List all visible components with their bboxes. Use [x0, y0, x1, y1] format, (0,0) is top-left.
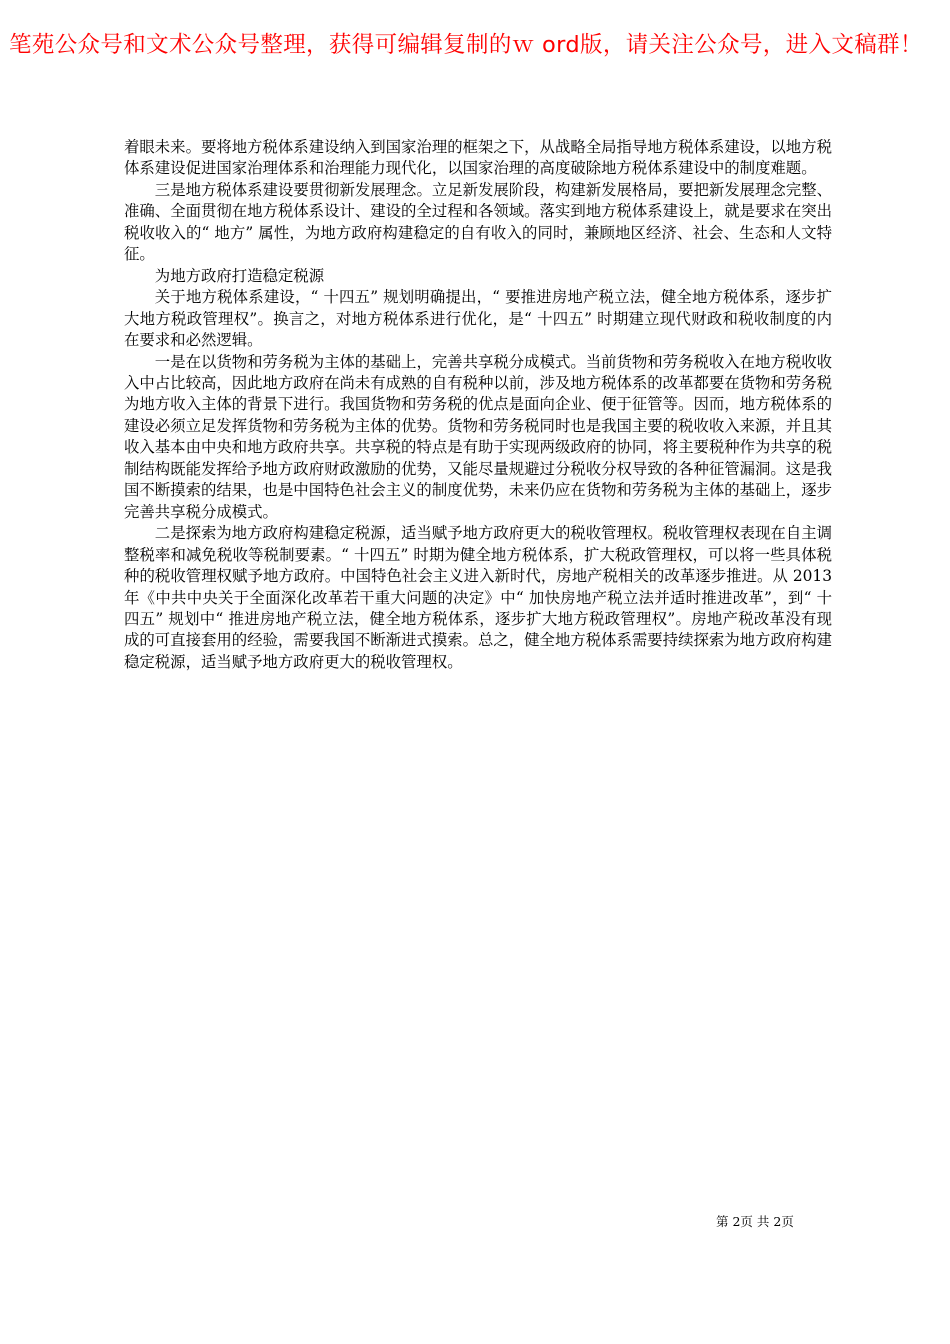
- paragraph: 着眼未来。要将地方税体系建设纳入到国家治理的框架之下，从战略全局指导地方税体系建设，以地方税体系建设促进国家治理体系和治理能力现代化，以国家治理的高度破除地方税体系建设中的制度难题。: [124, 138, 832, 178]
- paragraph: 三是地方税体系建设要贯彻新发展理念。立足新发展阶段，构建新发展格局，要把新发展理念完整、准确、全面贯彻在地方税体系设计、建设的全过程和各领域。落实到地方税体系建设上，就是要求在突出税收收入的“ 地方” 属性，为地方政府构建稳定的自有收入的同时，兼顾地区经济、社会、生态和人文特征。: [124, 180, 832, 264]
- paragraph: 二是探索为地方政府构建稳定税源，适当赋予地方政府更大的税收管理权。税收管理权表现在自主调整税率和减免税收等税制要素。“ 十四五” 时期为健全地方税体系，扩大税政管理权，可以将一些具体税种的税收管理权赋予地方政府。中国特色社会主义进入新时代，房地产税相关的改革逐步推进。从 2013 年《中共中央关于全面深化改革若干重大问题的决定》中“ 加快房地产税立法并适时推进改革”，到“ 十四五” 规划中“ 推进房地产税立法，健全地方税体系，逐步扩大地方税政管理权”。房地产税改革没有现成的可直接套用的经验，需要我国不断渐进式摸索。总之，健全地方税体系需要持续探索为地方政府构建稳定税源，适当赋予地方政府更大的税收管理权。: [124, 524, 832, 671]
- paragraph: 关于地方税体系建设，“ 十四五” 规划明确提出，“ 要推进房地产税立法，健全地方税体系，逐步扩大地方税政管理权”。换言之，对地方税体系进行优化，是“ 十四五” 时期建立现代财政和税收制度的内在要求和必然逻辑。: [124, 288, 832, 350]
- section-heading: 为地方政府打造稳定税源: [154, 266, 325, 285]
- page-number: 第 2页 共 2页: [716, 1214, 794, 1229]
- promo-banner: 笔苑公众号和文术公众号整理，获得可编辑复制的ｗ ord版，请关注公众号，进入文稿群！: [9, 32, 923, 58]
- paragraph: 一是在以货物和劳务税为主体的基础上，完善共享税分成模式。当前货物和劳务税收入在地方税收收入中占比较高，因此地方政府在尚未有成熟的自有税种以前，涉及地方税体系的改革都要在货物和劳务税为地方收入主体的背景下进行。我国货物和劳务税的优点是面向企业、便于征管等。因而，地方税体系的建设必须立足发挥货物和劳务税为主体的优势。货物和劳务税同时也是我国主要的税收收入来源，并且其收入基本由中央和地方政府共享。共享税的特点是有助于实现两级政府的协同，将主要税种作为共享的税制结构既能发挥给予地方政府财政激励的优势，又能尽量规避过分税收分权导致的各种征管漏洞。这是我国不断摸索的结果，也是中国特色社会主义的制度优势，未来仍应在货物和劳务税为主体的基础上，逐步完善共享税分成模式。: [124, 352, 832, 521]
- document-body: [124, 137, 832, 673]
